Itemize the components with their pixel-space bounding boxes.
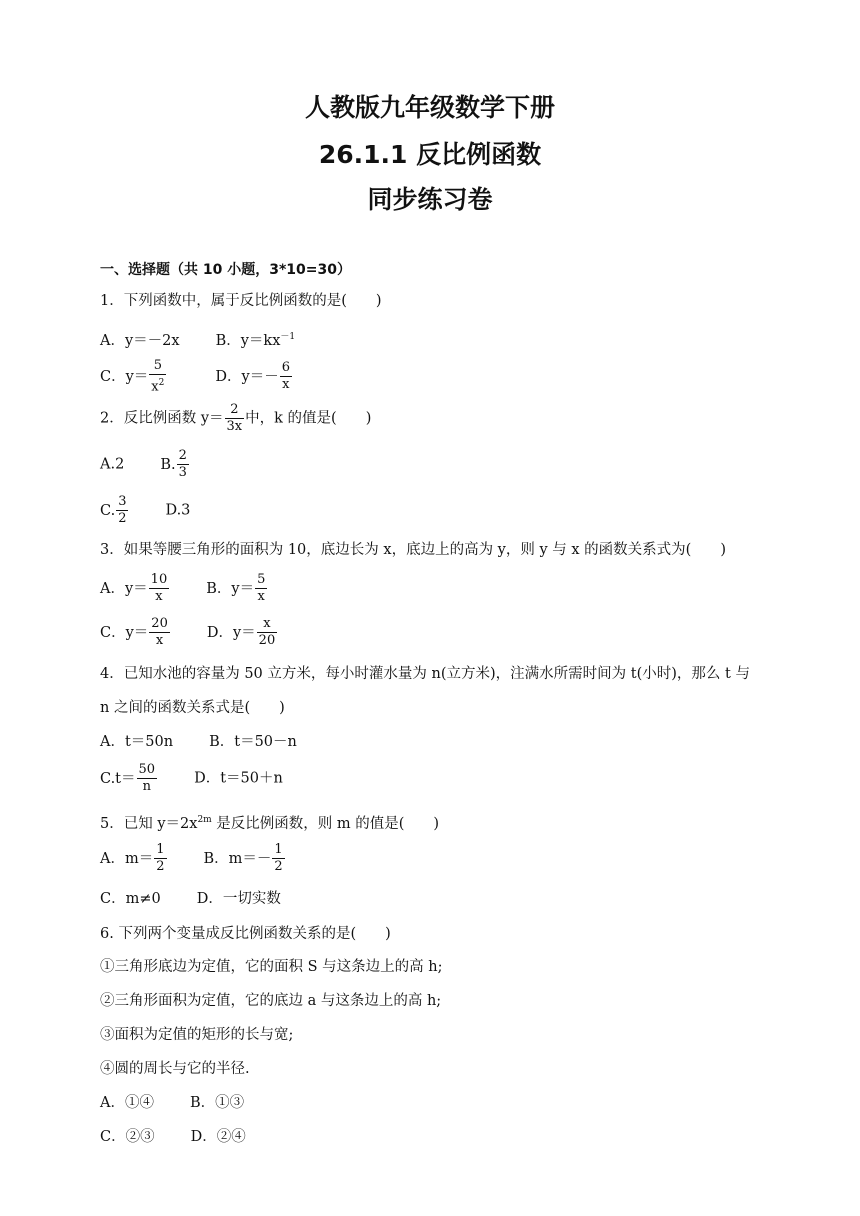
q1-option-a: A．y＝－2x [100, 332, 180, 349]
q5-options-cd [100, 890, 281, 908]
q1-options-cd [100, 358, 293, 395]
q4-stem-line1: 4．已知水池的容量为 50 立方米，每小时灌水量为 n(立方米)，注满水所需时间为 t(小时)，那么 t 与 [100, 666, 750, 682]
fraction: $\frac{x}{20}$ [258, 616, 276, 648]
q1-stem: 1．下列函数中，属于反比例函数的是( ) [100, 293, 382, 309]
q2-option-a: A.2 [100, 456, 125, 473]
q3-stem: 3．如果等腰三角形的面积为 10，底边长为 x，底边上的高为 y，则 y 与 x 的函数关系式为( ) [100, 542, 726, 558]
q1-options-ab [100, 328, 295, 350]
q6-options-ab [100, 1094, 244, 1112]
fraction: $\frac{2}{3}$ [178, 448, 187, 480]
q6-option-c: C．②③ [100, 1129, 155, 1145]
doc-worksheet-title: 同步练习卷 [367, 185, 493, 214]
section-heading: 一、选择题（共 10 小题，3*10=30） [100, 262, 351, 278]
q6-options-cd [100, 1128, 246, 1146]
q2-option-b: B. $\frac{2}{3}$ [160, 448, 187, 480]
q3-option-d: D．y＝ $\frac{x}{20}$ [206, 616, 276, 648]
q1-option-d: D．y＝－ $\frac{6}{x}$ [215, 360, 290, 393]
q5-stem: 5．已知 $y=2x^{2m}$ 是反比例函数，则 m 的值是( ) [100, 815, 440, 832]
q4-option-b: B．t＝50－n [209, 734, 297, 750]
doc-title: 人教版九年级数学下册 [304, 93, 555, 122]
q3-options-cd [100, 616, 278, 649]
q6-item-2: ②三角形面积为定值，它的底边 a 与这条边上的高 h; [100, 993, 442, 1009]
q4-stem-line2: n 之间的函数关系式是( ) [100, 700, 285, 716]
q5-options-ab [100, 842, 286, 875]
q6-option-a: A．①④ [100, 1095, 154, 1111]
q3-options-ab [100, 572, 268, 605]
fraction: $\frac{3}{2}$ [118, 494, 127, 526]
fraction: $\frac{2}{3x}$ [226, 402, 243, 434]
q1-option-c: C．y＝ $\frac{5}{x^2}$ [100, 358, 165, 395]
q6-item-1: ①三角形底边为定值，它的面积 S 与这条边上的高 h; [100, 959, 443, 975]
q3-option-a: A．y＝ $\frac{10}{x}$ [100, 572, 168, 604]
q3-option-b: B．y＝ $\frac{5}{x}$ [206, 572, 266, 604]
doc-subtitle: 26.1.1 反比例函数 [318, 140, 542, 169]
fraction: $\frac{20}{x}$ [151, 616, 168, 648]
q5-option-d: D．一切实数 [196, 891, 281, 907]
q3-option-c: C．y＝ $\frac{20}{x}$ [100, 616, 168, 648]
q2-option-d: D.3 [165, 502, 191, 519]
fraction: $\frac{10}{x}$ [150, 572, 168, 604]
q5-option-a: A．m＝ $\frac{1}{2}$ [100, 842, 165, 874]
q6-option-d: D．②④ [190, 1129, 246, 1145]
fraction: $\frac{6}{x}$ [281, 360, 290, 393]
q4-option-c: C.t＝ $\frac{50}{n}$ [100, 762, 156, 794]
q2-option-c: C. $\frac{3}{2}$ [100, 494, 127, 526]
q6-option-b: B．①③ [189, 1095, 245, 1111]
q6-item-4: ④圆的周长与它的半径. [100, 1061, 250, 1077]
q5-option-b: B．m＝－ $\frac{1}{2}$ [203, 842, 283, 874]
q6-item-3: ③面积为定值的矩形的长与宽; [100, 1027, 294, 1043]
q2-options-ab [100, 448, 190, 481]
fraction: $\frac{1}{2}$ [156, 842, 165, 874]
fraction: $\frac{50}{n}$ [138, 762, 156, 794]
q1-option-b: B．$y=kx^{-1}$ [215, 332, 296, 349]
fraction: $\frac{5}{x^2}$ [151, 358, 165, 395]
q4-options-ab [100, 733, 297, 751]
fraction: $\frac{1}{2}$ [274, 842, 283, 874]
q6-stem: 6. 下列两个变量成反比例函数关系的是( ) [100, 926, 391, 942]
q2-options-cd [100, 494, 190, 527]
fraction: $\frac{5}{x}$ [257, 572, 266, 604]
q4-options-cd [100, 762, 283, 795]
q4-option-a: A．t＝50n [100, 734, 174, 750]
q5-option-c: C．m≠0 [100, 891, 161, 907]
q4-option-d: D．t＝50＋n [194, 770, 283, 787]
q2-stem: 2．反比例函数 y＝ $\frac{2}{3x}$ 中，k 的值是( ) [100, 402, 372, 434]
